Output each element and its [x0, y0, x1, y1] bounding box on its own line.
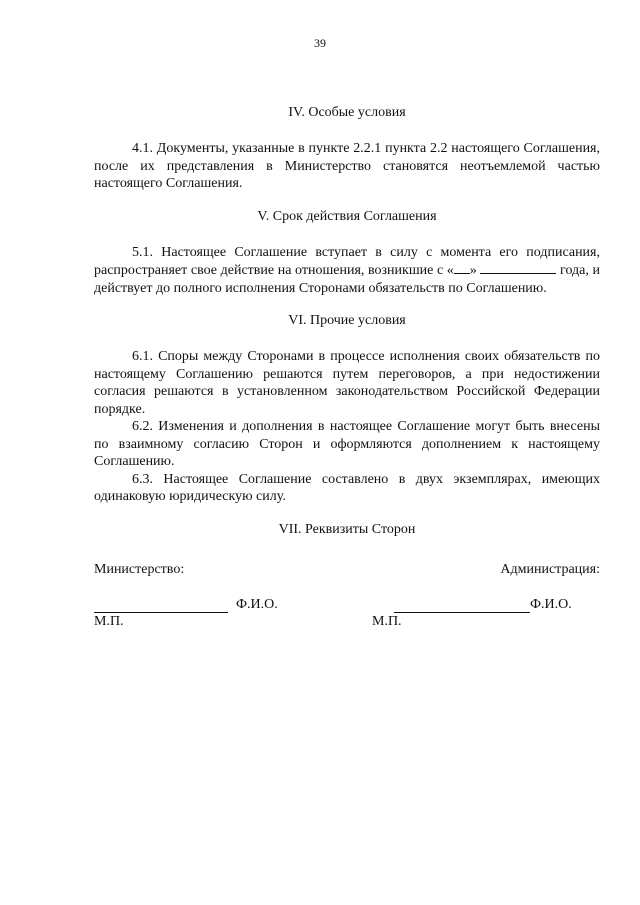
administration-stamp-label: М.П. [372, 613, 402, 629]
section-heading-requisites: VII. Реквизиты Сторон [278, 521, 416, 537]
paragraph-5-1-text-start: 5.1. Настоящее Соглашение вступает в силу с момента его подписания, распространяет свое действие на отношения, возникшие с « [94, 244, 600, 278]
quote-close: » [469, 263, 477, 278]
document-body [94, 102, 600, 630]
ministry-signature-line [94, 598, 228, 613]
day-blank [454, 261, 470, 274]
ministry-signature-block [94, 596, 324, 630]
paragraph-6-3: 6.3. Настоящее Соглашение составлено в двух экземплярах, имеющих одинаковую юридическую силу. [94, 471, 600, 504]
administration-label: Администрация: [500, 561, 600, 577]
section-heading-term: V. Срок действия Соглашения [257, 208, 437, 224]
paragraph-6-2: 6.2. Изменения и дополнения в настоящее Соглашение могут быть внесены по взаимному согласию Сторон и оформляются дополнением к настоящему Соглашению. [94, 419, 600, 469]
ministry-fio: Ф.И.О. [236, 596, 278, 612]
administration-signature-block [372, 596, 600, 630]
paragraph-5-1-text-end: года, и действует до полного исполнения Сторонами обязательств по Соглашению. [94, 263, 600, 296]
signatures-row [94, 596, 600, 630]
month-blank [480, 261, 556, 274]
parties-row [94, 561, 600, 579]
ministry-stamp-label: М.П. [94, 613, 124, 629]
administration-fio: Ф.И.О. [530, 596, 572, 612]
paragraph-5-1 [94, 244, 600, 298]
paragraph-6-1: 6.1. Споры между Сторонами в процессе исполнения своих обязательств по настоящему Соглашению решаются путем переговоров, а при недостижении согласия решаются в установленном законодательством Российской Федерации порядке. [94, 349, 600, 417]
section-heading-other-conditions: VI. Прочие условия [288, 313, 406, 328]
ministry-label: Министерство: [94, 561, 185, 577]
page-number: 39 [314, 36, 326, 50]
paragraph-4-1: 4.1. Документы, указанные в пункте 2.2.1 пункта 2.2 настоящего Соглашения, после их представления в Министерство становятся неотъемлемой частью настоящего Соглашения. [94, 141, 600, 191]
administration-signature-line [394, 598, 530, 613]
section-heading-special-conditions: IV. Особые условия [288, 105, 406, 120]
